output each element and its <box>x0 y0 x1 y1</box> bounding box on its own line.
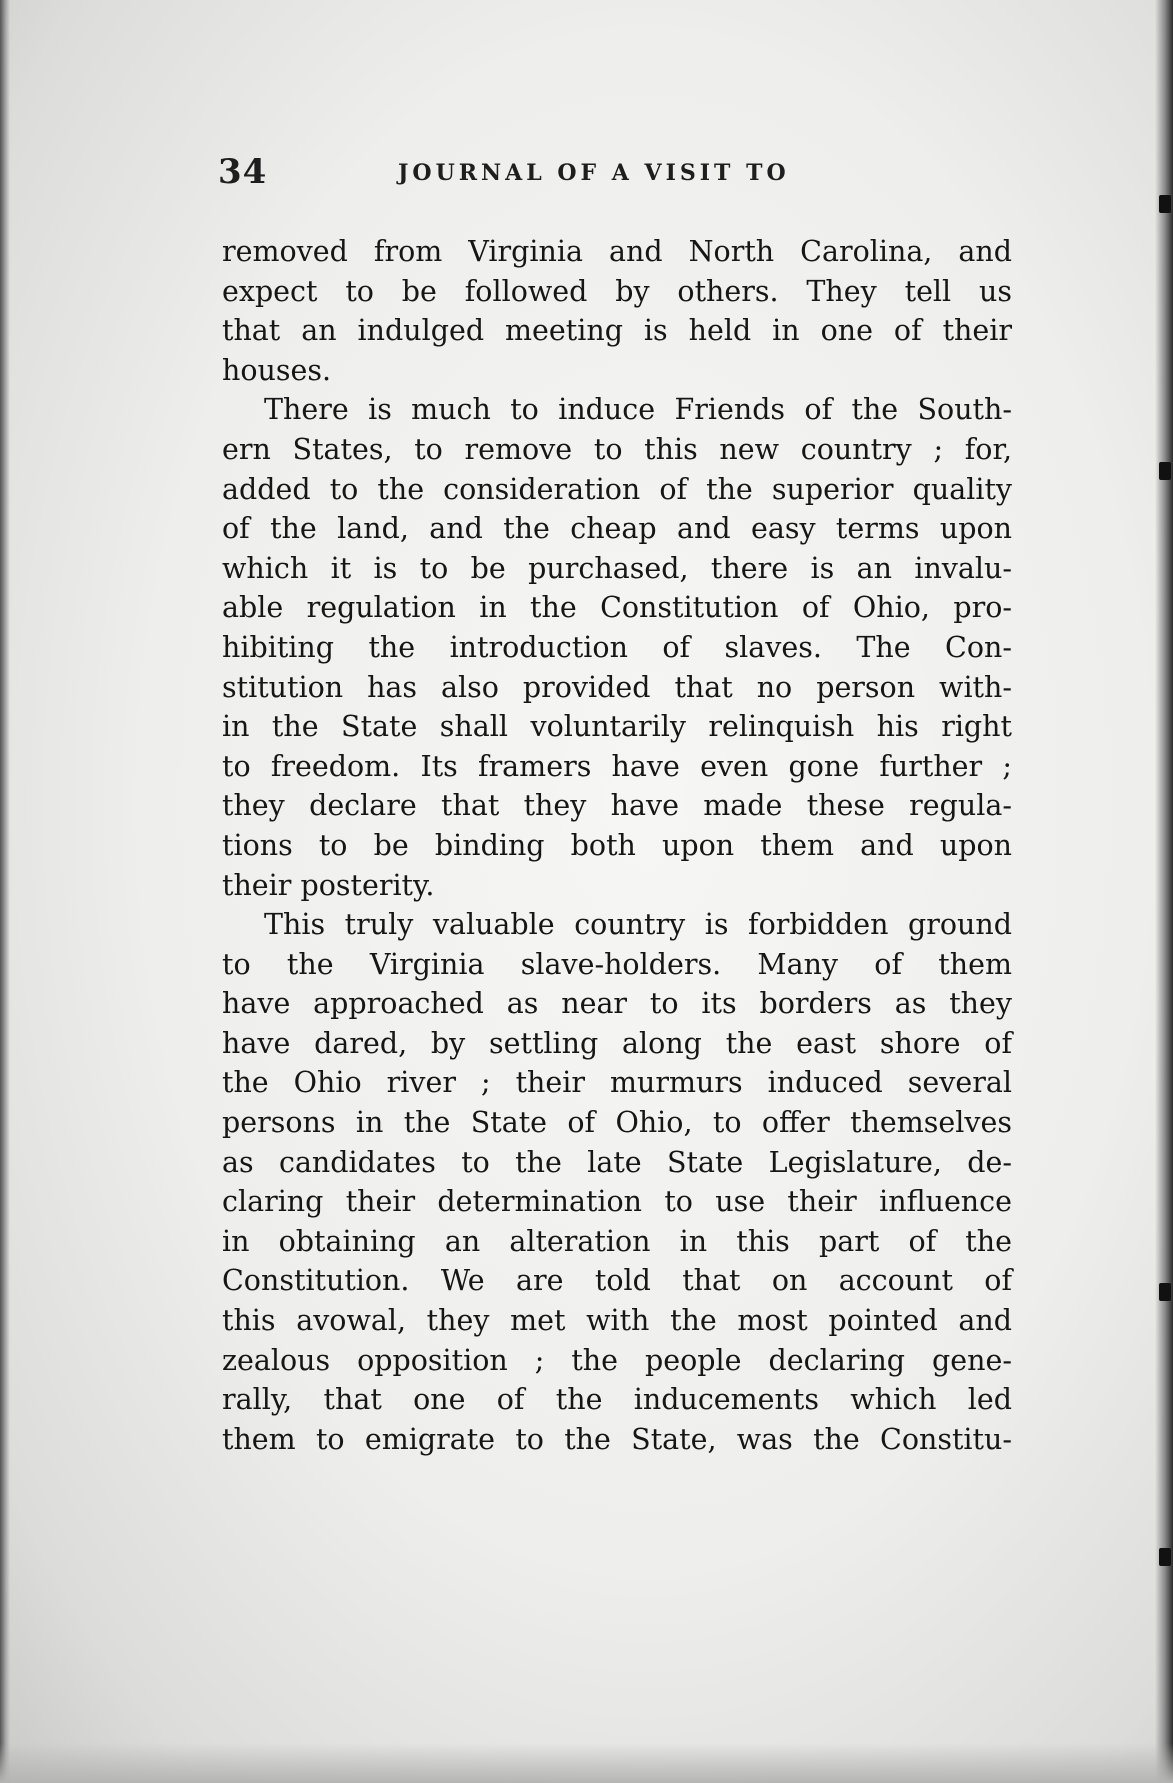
text-line: in obtaining an alteration in this part of the <box>222 1224 1012 1258</box>
text-line: zealous opposition ; the people declaring gene- <box>222 1343 1012 1377</box>
text-line: this avowal, they met with the most pointed and <box>222 1304 1012 1338</box>
text-line: have dared, by settling along the east shore of <box>222 1026 1012 1060</box>
text-line: them to emigrate to the State, was the Constitu- <box>222 1422 1012 1456</box>
text-line: stitution has also provided that no person with- <box>222 670 1012 704</box>
binding-stitch <box>1159 195 1171 213</box>
text-line: to the Virginia slave-holders. Many of them <box>222 947 1012 981</box>
text-line: the Ohio river ; their murmurs induced several <box>222 1066 1012 1100</box>
paragraph <box>222 905 1012 1459</box>
text-line: persons in the State of Ohio, to offer themselves <box>222 1106 1012 1140</box>
text-line: have approached as near to its borders as they <box>222 987 1012 1021</box>
binding-stitch <box>1159 1548 1171 1566</box>
page-left-edge <box>0 0 10 1783</box>
text-line: claring their determination to use their influence <box>222 1185 1012 1219</box>
binding-stitch <box>1159 1283 1171 1301</box>
paragraph <box>222 232 1012 390</box>
text-line: to freedom. Its framers have even gone further ; <box>222 749 1012 783</box>
text-line: Constitution. We are told that on account of <box>222 1264 1012 1298</box>
page-number: 34 <box>218 152 268 192</box>
paragraph <box>222 390 1012 905</box>
text-line: their posterity. <box>222 868 435 902</box>
text-line: rally, that one of the inducements which led <box>222 1383 1012 1417</box>
text-line: removed from Virginia and North Carolina, and <box>222 235 1012 268</box>
page-right-edge <box>1155 0 1173 1783</box>
text-line: This truly valuable country is forbidden ground <box>264 908 1012 942</box>
text-line: that an indulged meeting is held in one of their <box>222 314 1012 348</box>
text-line: of the land, and the cheap and easy terms upon <box>222 512 1012 546</box>
page-bottom-edge <box>0 1743 1173 1783</box>
running-title: JOURNAL OF A VISIT TO <box>398 160 790 186</box>
text-line: tions to be binding both upon them and upon <box>222 828 1012 862</box>
text-line: in the State shall voluntarily relinquish his right <box>222 710 1012 744</box>
text-line: houses. <box>222 353 332 387</box>
page-header <box>218 152 1008 192</box>
binding-stitch <box>1159 462 1171 480</box>
text-line: able regulation in the Constitution of Ohio, pro- <box>222 591 1012 625</box>
text-line: as candidates to the late State Legislature, de- <box>222 1145 1012 1179</box>
text-line: added to the consideration of the superior quality <box>222 472 1012 506</box>
text-line: expect to be followed by others. They tell us <box>222 274 1012 308</box>
text-line: hibiting the introduction of slaves. The Con- <box>222 630 1012 664</box>
text-line: which it is to be purchased, there is an invalu- <box>222 551 1012 585</box>
text-line: ern States, to remove to this new country ; for, <box>222 432 1012 466</box>
text-line: they declare that they have made these regula- <box>222 789 1012 823</box>
body-text <box>222 232 1012 1459</box>
text-line: There is much to induce Friends of the South- <box>264 393 1012 427</box>
